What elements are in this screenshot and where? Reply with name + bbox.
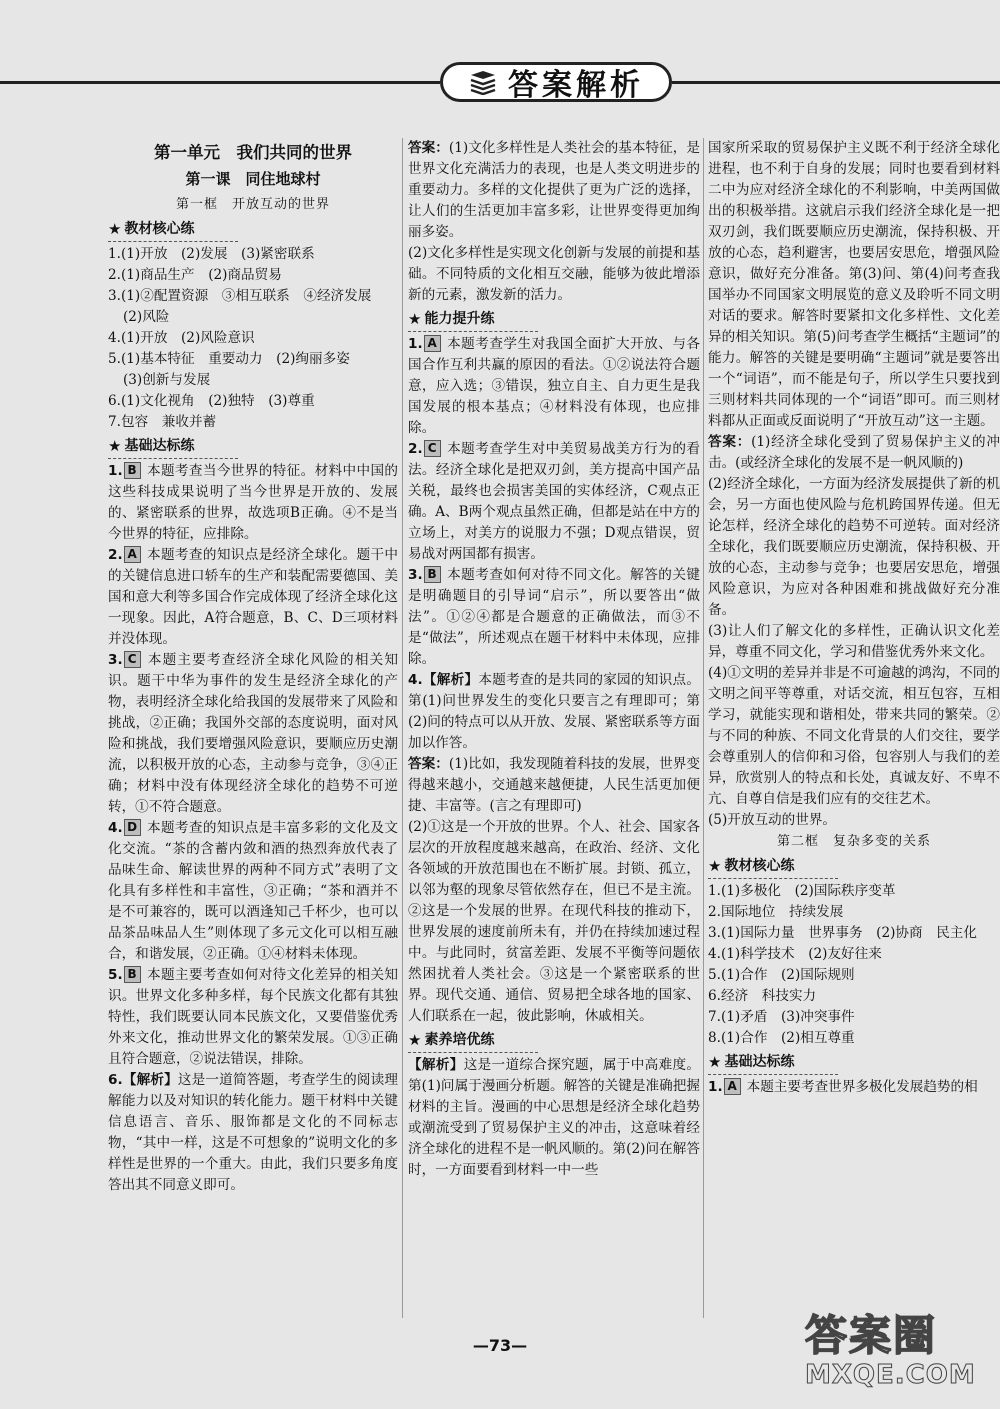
page-title: 答案解析 xyxy=(508,68,644,103)
frame-title: 第一框 开放互动的世界 xyxy=(175,197,330,212)
column-middle xyxy=(408,138,700,1181)
answer-paragraph: 国家所采取的贸易保护主义既不利于经济全球化进程，也不利于自身的发展；同时也要看到材料二中为应对经济全球化的不利影响，中美两国做出的积极举措。这就启示我们经济全球化是一把双刃剑，我们既要顺应历史潮流，保持积极、开放的心态，趋利避害，也要居安思危，增强风险意识，做好充分准备。第(3)问、第(4)问考查我国举办不同国家文明展览的意义及聆听不同文明对话的要求。解答时要紧扣文化多样性、文化差异的相关知识。第(5)问考查学生概括“主题词”的能力。解答的关键是要明确“主题词”就是要答出一个“词语”，而不能是句子，所以学生只要找到三则材料共同体现的一个“词语”即可。而三则材料都从正面或反面说明了“开放互动”这一主题。 xyxy=(708,140,1000,429)
column-divider xyxy=(402,138,403,1318)
answer-line: 8.(1)合作 (2)相互尊重 xyxy=(708,1030,855,1046)
answer-paragraph: (2)文化多样性是实现文化创新与发展的前提和基础。不同特质的文化相互交融，能够为彼此增添新的元素，激发新的活力。 xyxy=(408,245,700,303)
answer-choice-badge: A xyxy=(424,335,441,352)
answer-paragraph: (5)开放互动的世界。 xyxy=(708,812,837,828)
site-watermark xyxy=(805,1312,995,1402)
question-answer: 2. A 本题考查的知识点是经济全球化。题干中的关键信息进口轿车的生产和装配需要德国、美国和意大利等多国合作完成体现了经济全球化这一现象。因此，A符合题意，B、C、D三项材料并没体现。 xyxy=(108,547,398,647)
column-divider xyxy=(703,138,704,1318)
answer-paragraph: 答案：(1)文化多样性是人类社会的基本特征，是世界文化充满活力的表现，也是人类文明进步的重要动力。多样的文化提供了更为广泛的选择，让人们的生活更加丰富多彩，让世界变得更加绚丽多姿。 xyxy=(408,140,701,240)
section-heading: ★ 基础达标练 xyxy=(108,436,238,459)
book-stack-icon xyxy=(468,69,498,95)
section-heading: ★ 教材核心练 xyxy=(708,856,838,879)
header-rule-right xyxy=(672,81,1000,84)
answer-choice-badge: C xyxy=(424,440,441,457)
answer-paragraph: (2)①这是一个开放的世界。个人、社会、国家各层次的开放程度越来越高，在政治、经济、文化各领域的开放范围也在不断扩展。封锁、孤立，以邻为壑的现象尽管依然存在，但已不是主流。②这是一个发展的世界。在现代科技的推动下，世界发展的速度前所未有，并仍在持续加速过程中。与此同时，贫富差距、发展不平衡等问题依然困扰着人类社会。③这是一个紧密联系的世界。现代交通、通信、贸易把全球各地的国家、人们联系在一起，彼此影响，休戚相关。 xyxy=(408,819,700,1024)
answer-line: 4.(1)开放 (2)风险意识 xyxy=(108,330,255,346)
answer-line: 7.包容 兼收并蓄 xyxy=(108,414,217,430)
answer-choice-badge: B xyxy=(124,462,141,479)
answer-choice-badge: C xyxy=(124,651,141,668)
column-right xyxy=(708,138,1000,1318)
answer-line: 5.(1)基本特征 重要动力 (2)绚丽多姿 xyxy=(108,351,350,367)
answer-paragraph: (3)让人们了解文化的多样性，正确认识文化差异，尊重不同文化，学习和借鉴优秀外来文化。 xyxy=(708,623,1000,660)
answer-choice-badge: A xyxy=(724,1078,741,1095)
answer-choice-badge: D xyxy=(124,819,141,836)
header-bar xyxy=(0,62,1000,102)
header-rule-left xyxy=(0,81,440,84)
answer-line: 5.(1)合作 (2)国际规则 xyxy=(708,967,855,983)
question-answer: 3. B 本题考查如何对待不同文化。解答的关键是明确题目的引导词“启示”，所以要答出“做法”。①②④都是合题意的正确做法，而③不是“做法”，所述观点在题干材料中未体现，应排除。 xyxy=(408,567,700,667)
question-answer: 1. A 本题主要考查世界多极化发展趋势的相 xyxy=(708,1079,978,1095)
answer-paragraph: 答案：(1)比如，我发现随着科技的发展，世界变得越来越小，交通越来越便捷，人民生活更加便捷、丰富等。(言之有理即可) xyxy=(408,756,701,814)
answer-line: 3.(1)国际力量 世界事务 (2)协商 民主化 xyxy=(708,925,977,941)
title-badge xyxy=(440,62,672,102)
star-icon: ★ xyxy=(408,1031,422,1049)
answer-line: (2)风险 xyxy=(122,309,170,325)
section-heading: ★ 素养培优练 xyxy=(408,1030,538,1053)
unit-title: 第一单元 我们共同的世界 xyxy=(154,143,352,162)
answer-line: 3.(1)②配置资源 ③相互联系 ④经济发展 xyxy=(108,288,372,304)
answer-paragraph: (4)①文明的差异并非是不可逾越的鸿沟，不同的文明之间平等尊重，对话交流，相互包容，互相学习，就能实现和谐相处，带来共同的繁荣。②与不同的种族、不同文化背景的人们交往，要学会尊重别人的信仰和习俗，包容别人与我们的差异，欣赏别人的特点和长处，真诚友好、不卑不亢、自尊自信是我们应有的交往艺术。 xyxy=(708,665,1000,807)
answer-line: 4.(1)科学技术 (2)友好往来 xyxy=(708,946,882,962)
question-answer: 6.【解析】这是一道简答题，考查学生的阅读理解能力以及对知识的转化能力。题干材料中关键信息语言、音乐、服饰都是文化的不同标志物，“其中一样，这是不可想象的”说明文化的多样性是世界的一个重大。由此，我们只要多角度答出其不同意义即可。 xyxy=(108,1072,398,1193)
answer-line: 6.(1)文化视角 (2)独特 (3)尊重 xyxy=(108,393,315,409)
question-answer: 1. B 本题考查当今世界的特征。材料中中国的这些科技成果说明了当今世界是开放的、发展的、紧密联系的世界，故选项B正确。④不是当今世界的特征，应排除。 xyxy=(108,463,398,542)
answer-paragraph: (2)经济全球化，一方面为经济发展提供了新的机会，另一方面也使风险与危机跨国界传递。但无论怎样，经济全球化的趋势不可逆转。面对经济全球化，我们既要顺应历史潮流，保持积极、开放的心态，主动参与竞争；也要居安思危，增强风险意识，为应对各种困难和挑战做好充分准备。 xyxy=(708,476,1000,618)
question-answer: 4.【解析】本题考查的是共同的家园的知识点。第(1)问世界发生的变化只要言之有理即可；第(2)问的特点可以从开放、发展、紧密联系等方面加以作答。 xyxy=(408,672,700,751)
frame-title: 第二框 复杂多变的关系 xyxy=(776,834,931,849)
answer-paragraph: 答案：(1)经济全球化受到了贸易保护主义的冲击。(或经济全球化的发展不是一帆风顺的) xyxy=(708,434,1000,471)
answer-line: 6.经济 科技实力 xyxy=(708,988,817,1004)
answer-line: 1.(1)多极化 (2)国际秩序变革 xyxy=(708,883,896,899)
question-answer: 3. C 本题主要考查经济全球化风险的相关知识。题干中华为事件的发生是经济全球化的产物，表明经济全球化给我国的发展带来了风险和挑战，②正确；我国外交部的态度说明，面对风险和挑战，我们要增强风险意识，要顺应历史潮流，以积极开放的心态，主动参与竞争，③④正确；材料中没有体现经济全球化的趋势不可逆转，①不符合题意。 xyxy=(108,652,398,815)
star-icon: ★ xyxy=(108,220,122,238)
question-answer: 1. A 本题考查学生对我国全面扩大开放、与各国合作互利共赢的原因的看法。①②说法符合题意，应入选；③错误，独立自主、自力更生是我国发展的根本基点；④材料没有体现，也应排除。 xyxy=(408,336,700,436)
answer-paragraph: 【解析】这是一道综合探究题，属于中高难度。第(1)问属于漫画分析题。解答的关键是准确把握材料的主旨。漫画的中心思想是经济全球化趋势或潮流受到了贸易保护主义的冲击，这意味着经济全球化的进程不是一帆风顺的。第(2)问在解答时，一方面要看到材料一中一些 xyxy=(408,1057,701,1178)
answer-line: 2.(1)商品生产 (2)商品贸易 xyxy=(108,267,282,283)
column-left xyxy=(108,138,398,1196)
watermark-logo-text: 答案圈 xyxy=(805,1311,938,1360)
star-icon: ★ xyxy=(108,437,122,455)
answer-line: (3)创新与发展 xyxy=(122,372,211,388)
answer-choice-badge: A xyxy=(124,546,141,563)
answer-line: 1.(1)开放 (2)发展 (3)紧密联系 xyxy=(108,246,315,262)
star-icon: ★ xyxy=(408,310,422,328)
star-icon: ★ xyxy=(708,1053,722,1071)
answer-choice-badge: B xyxy=(424,566,441,583)
section-heading: ★ 能力提升练 xyxy=(408,309,538,332)
star-icon: ★ xyxy=(708,857,722,875)
answer-line: 2.国际地位 持续发展 xyxy=(708,904,844,920)
question-answer: 2. C 本题考查学生对中美贸易战美方行为的看法。经济全球化是把双刃剑，美方提高中国产品关税，最终也会损害美国的实体经济，C观点正确。A、B两个观点虽然正确，但都是站在中方的立场上，对美方的说服力不强；D观点错误，贸易战对两国都有损害。 xyxy=(408,441,700,562)
page-number: —73— xyxy=(472,1336,528,1355)
watermark-url: MXQE.COM xyxy=(805,1360,976,1390)
question-answer: 5. B 本题主要考查如何对待文化差异的相关知识。世界文化多种多样，每个民族文化都有其独特性，我们既要认同本民族文化，又要借鉴优秀外来文化，推动世界文化的繁荣发展。①③正确且符合题意，②说法错误，排除。 xyxy=(108,967,398,1067)
section-heading: ★ 基础达标练 xyxy=(708,1052,838,1075)
answer-choice-badge: B xyxy=(124,966,141,983)
question-answer: 4. D 本题考查的知识点是丰富多彩的文化及文化交流。“茶的含蓄内敛和酒的热烈奔放代表了品味生命、解读世界的两种不同方式”表明了文化具有多样性和丰富性，③正确；“茶和酒并不是不可兼容的，既可以酒逢知己千杯少，也可以品茶品味品人生”则体现了多元文化可以相互融合，和谐发展，②正确。①④材料未体现。 xyxy=(108,820,398,962)
lesson-title: 第一课 同住地球村 xyxy=(185,170,321,188)
section-heading: ★ 教材核心练 xyxy=(108,219,238,242)
answer-line: 7.(1)矛盾 (3)冲突事件 xyxy=(708,1009,855,1025)
